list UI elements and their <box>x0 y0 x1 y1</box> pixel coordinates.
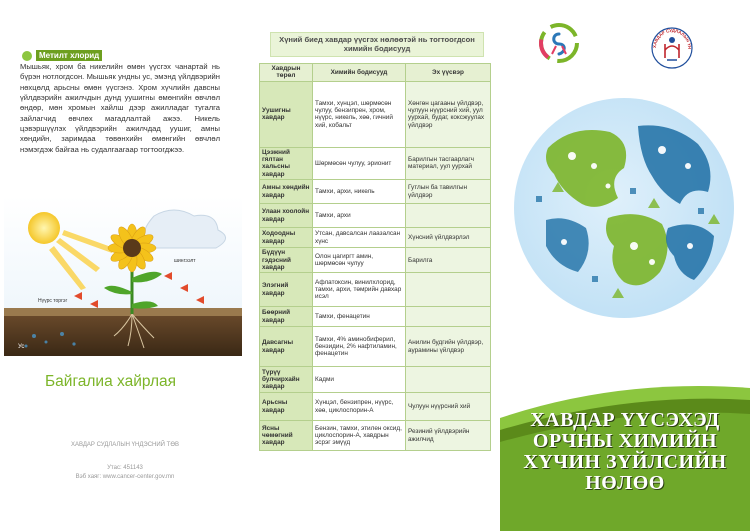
col-header-cancer-type: Хавдрын төрөл <box>260 64 313 82</box>
cell-type: Давсагны хавдар <box>260 327 313 367</box>
cell-src: Хүнсний үйлдвэрлэл <box>406 228 491 248</box>
title-line: НӨЛӨӨ <box>585 472 665 494</box>
eco-icons-globe <box>512 96 736 320</box>
cell-type: Ходоодны хавдар <box>260 228 313 248</box>
cell-type: Уушигны хавдар <box>260 81 313 147</box>
cell-type: Элэгний хавдар <box>260 273 313 307</box>
cell-chem: Хүнцэл, бензипрен, нүүрс, хөө, циклоспорин-А <box>313 393 406 421</box>
middle-panel <box>250 0 500 531</box>
cell-chem: Тамхи, архи, никель <box>313 180 406 204</box>
table-row <box>260 307 491 327</box>
cell-type: Бүдүүн гэдэсний хавдар <box>260 248 313 273</box>
cell-type: Арьсны хавдар <box>260 393 313 421</box>
table-row <box>260 327 491 367</box>
carcinogen-table <box>259 63 491 451</box>
org-name: ХАВДАР СУДЛАЛЫН ҮНДЭСНИЙ ТӨВ <box>70 442 179 448</box>
left-panel <box>0 0 250 531</box>
cell-src: Анилин будгийн үйлдвэр, аурамины үйлдвэр <box>406 327 491 367</box>
table-row <box>260 367 491 393</box>
cell-chem: Тамхи, фенацетин <box>313 307 406 327</box>
section-header <box>22 50 102 61</box>
leaf-bullet-icon <box>22 51 32 61</box>
cell-chem: Тамхи, хүнцэл, шөрмөсөн чулуу, бензипрен, хром, нүүрс, никель, хөө, гичний хий, кобальт <box>313 81 406 147</box>
col-header-chemicals: Химийн бодисууд <box>313 64 406 82</box>
ribbon-logo-icon <box>538 22 580 64</box>
cell-chem: Утсан, давсалсан лаазалсан хүнс <box>313 228 406 248</box>
cell-chem: Бензин, тамхи, этилен оксид, циклоспорин-А, хавдрын эсрэг эмүүд <box>313 421 406 451</box>
slogan: Байгалиа хайрлая <box>45 373 177 390</box>
cell-type: Ясны чөмөгний хавдар <box>260 421 313 451</box>
cancer-center-emblem-icon <box>650 20 694 76</box>
cell-src <box>406 204 491 228</box>
diagram-label-3: шингээлт <box>174 258 196 264</box>
cell-chem: Афлатоксин, винилхлорид, тамхи, архи, төмрийн давхар исэл <box>313 273 406 307</box>
cell-src: Гутлын ба тавилгын үйлдвэр <box>406 180 491 204</box>
cell-chem: Тамхи, 4% аминобиферил, бензидин, 2% нафтиламин, фенацетин <box>313 327 406 367</box>
cell-chem: Шөрмөсөн чулуу, эрионит <box>313 147 406 179</box>
title-line: ОРЧНЫ ХИМИЙН <box>532 430 718 452</box>
table-row <box>260 228 491 248</box>
title-line: ХАВДАР ҮҮСЭХЭД <box>530 409 720 431</box>
cell-type: Цээжний гялтан хальсны хавдар <box>260 147 313 179</box>
website: Вэб хаяг: www.cancer-center.gov.mn <box>75 474 175 480</box>
table-row <box>260 421 491 451</box>
cell-src: Барилгын тасгаарлагч материал, уул уурхай <box>406 147 491 179</box>
body-paragraph: Мышьяк, хром ба никелийн өмөн үүсгэх чанартай нь бүрэн нотлогдсон. Мышьяк ундны ус, эмэнд үйлдвэрийн нөхцөлд арьсны өмөн үүсгэнэ. Хром хүчлийн давсны үйлдвэрийн ажилчдын дунд уушигны өмөнгийн өвчлөл өндөр, мөн хромын хайлш дээр ажилладаг тугалга зайлагчид өвчлөх магадлалтай ажээ. Никель цэвэршүүлэх үйлдвэрийн ажилчдад уушиг, амны хөндийн, заримдаа төвөнхийн өмөнгийн өвчлөл нэмэгдэж байгаа нь судалгаагаар тогтоогджээ. <box>20 62 220 154</box>
plant-pollution-diagram <box>4 196 242 356</box>
table-row <box>260 393 491 421</box>
cell-src: Чулуун нүүрсний хий <box>406 393 491 421</box>
cell-chem: Олон цагиргт амин, шөрмөсөн чулуу <box>313 248 406 273</box>
sun-icon <box>28 212 60 244</box>
brochure-title <box>500 410 750 494</box>
cell-chem: Тамхи, архи <box>313 204 406 228</box>
table-row <box>260 248 491 273</box>
table-row <box>260 273 491 307</box>
table-row <box>260 81 491 147</box>
cell-type: Амны хөндийн хавдар <box>260 180 313 204</box>
cell-src: Барилга <box>406 248 491 273</box>
phone-number: Утас: 451143 <box>107 465 143 471</box>
cell-type: Түрүү булчирхайн хавдар <box>260 367 313 393</box>
cell-type: Бөөрний хавдар <box>260 307 313 327</box>
table-row <box>260 204 491 228</box>
cell-src <box>406 367 491 393</box>
title-line: ХҮЧИН ЗҮЙЛСИЙН <box>523 451 727 473</box>
cell-src: Хөнгөн цагааны үйлдвэр, чулуун нүүрсний хий, уул уурхай, будаг, коксжуулах үйлдвэр <box>406 81 491 147</box>
diagram-label-2: Ус <box>18 344 25 350</box>
cell-type: Улаан хоолойн хавдар <box>260 204 313 228</box>
table-title: Хүний биед хавдар үүсгэх нөлөөтэй нь тогтоогдсон химийн бодисууд <box>270 32 484 57</box>
table-row <box>260 180 491 204</box>
col-header-source: Эх үүсвэр <box>406 64 491 82</box>
diagram-label-1: Нүүрс торгэг <box>38 298 68 304</box>
cell-src: Резиний үйлдвэрийн ажилчид <box>406 421 491 451</box>
cell-src <box>406 307 491 327</box>
cell-chem: Кадми <box>313 367 406 393</box>
table-header-row <box>260 64 491 82</box>
table-row <box>260 147 491 179</box>
section-title: Метилт хлорид <box>36 50 102 61</box>
cell-src <box>406 273 491 307</box>
emblem-text: ХАВДАР СУДЛАЛЫН ҮН <box>651 27 693 50</box>
